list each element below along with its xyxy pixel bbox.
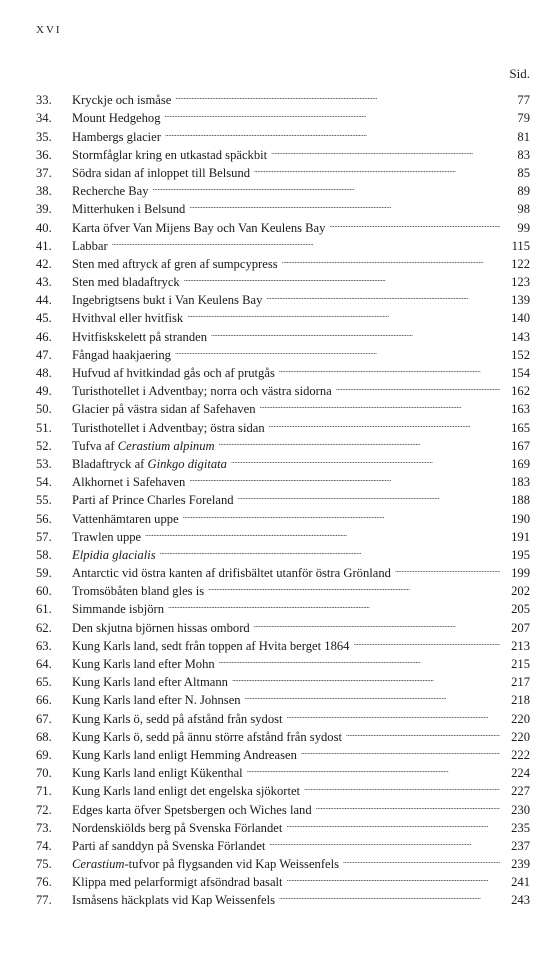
entry-title-text: Tufva af [72,438,118,453]
entry-page-number: 81 [517,129,530,144]
entry-number: 63. [36,638,52,653]
entry-page-number: 162 [511,384,530,399]
entry-title: Recherche Bay [72,184,149,199]
column-header-sid: Sid. [509,66,530,81]
entry-number: 60. [36,584,52,599]
list-item [36,86,530,108]
entry-page-number: 243 [511,893,530,908]
dot-leader [287,704,500,722]
entry-number: 50. [36,402,52,417]
entry-title: Sten med bladaftryck [72,275,180,290]
entry-title: Mitterhuken i Belsund [72,202,186,217]
entry-title: Kung Karls land efter Mohn [72,657,215,671]
dot-leader [168,595,500,613]
entry-number: 65. [36,675,52,690]
entry-page-number: 83 [517,147,530,162]
dot-leader [266,286,500,304]
entry-page-number: 79 [517,111,530,126]
entry-number: 58. [36,547,52,562]
entry-title: Sten med aftryck af gren af sumpcypress [72,256,278,271]
entry-page-number: 122 [511,256,530,271]
entry-number: 42. [36,256,52,271]
entry-page-number: 188 [511,493,530,508]
entry-title: Ingebrigtsens bukt i Van Keulens Bay [72,293,263,308]
dot-leader [187,304,500,322]
entry-number: 61. [36,602,52,617]
entry-title: Kung Karls land enligt Kükenthal [72,766,243,781]
entry-page-number: 199 [511,566,530,581]
entry-title: Labbar [72,238,108,253]
entry-page-number: 218 [511,693,530,708]
entry-page-number: 183 [511,475,530,490]
dot-leader [336,377,500,395]
entry-number: 67. [36,711,52,726]
dot-leader [271,141,500,159]
entry-page-number: 152 [511,347,530,362]
entry-title: Karta öfver Van Mijens Bay och Van Keulens Bay [72,220,326,235]
entry-page-number: 241 [511,875,530,890]
entry-title: Kung Karls ö, sedd på ännu större afstånd från sydost [72,729,343,744]
entry-page-number: 222 [511,747,530,762]
entry-number: 36. [36,147,52,162]
dot-leader [304,777,500,795]
entry-page-number: 215 [511,657,530,671]
entry-title: Hvithval eller hvitfisk [72,311,184,326]
entry-page-number: 115 [511,238,530,253]
dot-leader [189,468,500,486]
entry-number: 72. [36,802,52,817]
entry-page-number: 207 [511,620,530,635]
dot-leader [279,359,500,377]
table-of-figures [36,86,530,908]
entry-title-text: -tufvor på flygsanden vid Kap Weissenfels [124,857,340,872]
dot-leader [219,650,500,668]
dot-leader [245,686,500,704]
dot-leader [175,341,500,359]
entry-number: 74. [36,838,52,853]
dot-leader [208,577,500,595]
entry-page-number: 237 [511,838,530,853]
entry-title: Parti af Prince Charles Foreland [72,493,234,508]
entry-title: Södra sidan af inloppet till Belsund [72,165,251,180]
entry-title: Vattenhämtaren uppe [72,511,179,526]
dot-leader [301,741,500,759]
entry-title: Klippa med pelarformigt afsöndrad basalt [72,875,283,890]
entry-number: 77. [36,893,52,908]
entry-number: 68. [36,729,52,744]
entry-title: Fångad haakjaering [72,347,171,362]
entry-title-italic: Elpidia glacialis [72,547,156,562]
entry-number: 55. [36,493,52,508]
entry-title: Parti af sanddyn på Svenska Förlandet [72,838,266,853]
entry-number: 41. [36,238,52,253]
entry-number: 64. [36,657,52,671]
entry-page-number: 169 [511,456,530,471]
entry-page-number: 163 [511,402,530,417]
entry-number: 57. [36,529,52,544]
dot-leader [189,195,500,213]
entry-title: Hufvud af hvitkindad gås och af prutgås [72,366,275,380]
entry-title: Kung Karls land efter Altmann [72,675,228,690]
dot-leader [279,886,500,904]
entry-number: 49. [36,384,52,399]
entry-title-text: Bladaftryck af [72,456,148,471]
dot-leader [269,413,500,431]
entry-title: Stormfåglar kring en utkastad späckbit [72,147,268,162]
entry-title: Den skjutna björnen hissas ombord [72,620,250,635]
dot-leader [165,122,500,140]
entry-title: Kung Karls ö, sedd på afstånd från sydost [72,711,283,726]
entry-title: Kung Karls land enligt Hemming Andreasen [72,747,297,762]
entry-number: 69. [36,747,52,762]
entry-page-number: 217 [511,675,530,690]
entry-title: Mount Hedgehog [72,111,161,126]
entry-title: Kung Karls land efter N. Johnsen [72,693,241,708]
entry-page-number: 139 [511,293,530,308]
dot-leader [346,723,500,741]
entry-title [72,546,160,564]
dot-leader [254,159,500,177]
entry-page-number: 230 [511,802,530,817]
entry-page-number: 167 [511,438,530,453]
dot-leader [184,268,500,286]
dot-leader [287,868,500,886]
entry-number: 75. [36,857,52,872]
entry-page-number: 195 [511,547,530,562]
dot-leader [165,104,501,122]
entry-number: 45. [36,311,52,326]
entry-number: 46. [36,329,52,344]
entry-title: Glacier på västra sidan af Safehaven [72,402,256,417]
dot-leader [183,504,500,522]
entry-number: 62. [36,620,52,635]
dot-leader [343,850,500,868]
entry-title: Nordenskiölds berg på Svenska Förlandet [72,820,283,835]
entry-page-number: 154 [511,366,530,380]
dot-leader [269,832,500,850]
entry-page-number: 165 [511,420,530,435]
dot-leader [329,213,500,231]
entry-page-number: 98 [517,202,530,217]
entry-title: Kung Karls land, sedt från toppen af Hvita berget 1864 [72,638,350,653]
entry-title: Hvitfiskskelett på stranden [72,329,208,344]
entry-title: Alkhornet i Safehaven [72,475,186,490]
entry-title: Edges karta öfver Spetsbergen och Wiches land [72,802,312,817]
entry-number: 56. [36,511,52,526]
dot-leader [211,322,500,340]
entry-title: Simmande isbjörn [72,602,164,617]
entry-title: Turisthotellet i Adventbay; norra och västra sidorna [72,384,332,399]
entry-number: 66. [36,693,52,708]
dot-leader [145,523,500,541]
dot-leader [232,668,500,686]
dot-leader [286,814,500,832]
entry-number: 40. [36,220,52,235]
entry-title: Antarctic vid östra kanten af drifisbältet utanför östra Grönland [72,566,391,581]
entry-number: 53. [36,456,52,471]
page-number: XVI [36,24,62,36]
dot-leader [254,613,500,631]
entry-page-number: 190 [511,511,530,526]
entry-number: 44. [36,293,52,308]
dot-leader [316,795,500,813]
entry-page-number: 213 [511,638,530,653]
entry-number: 34. [36,111,52,126]
entry-title: Ismåsens häckplats vid Kap Weissenfels [72,893,276,908]
entry-number: 52. [36,438,52,453]
entry-page-number: 224 [511,766,530,781]
entry-title: Kryckje och ismåse [72,93,172,108]
entry-page-number: 99 [517,220,530,235]
entry-number: 43. [36,275,52,290]
entry-page-number: 140 [511,311,530,326]
entry-title-italic: Cerastium alpinum [117,438,215,453]
dot-leader [153,177,500,195]
entry-number: 54. [36,475,52,490]
entry-page-number: 191 [511,529,530,544]
entry-title: Hambergs glacier [72,129,161,144]
entry-page-number: 227 [511,784,530,799]
entry-title: Tromsöbåten bland gles is [72,584,205,599]
entry-page-number: 89 [517,184,530,199]
entry-title: Turisthotellet i Adventbay; östra sidan [72,420,265,435]
dot-leader [282,250,500,268]
entry-page-number: 220 [511,711,530,726]
entry-page-number: 77 [517,93,530,108]
dot-leader [160,541,500,559]
dot-leader [395,559,500,577]
entry-title-italic: Cerastium [72,857,125,872]
entry-page-number: 235 [511,820,530,835]
dot-leader [112,232,500,250]
entry-number: 51. [36,420,52,435]
entry-page-number: 123 [511,275,530,290]
entry-number: 37. [36,165,52,180]
entry-page-number: 143 [511,329,530,344]
entry-number: 39. [36,202,52,217]
dot-leader [219,432,500,450]
entry-title-italic: Ginkgo digitata [147,456,227,471]
entry-number: 33. [36,93,52,108]
entry-number: 76. [36,875,52,890]
entry-number: 38. [36,184,52,199]
dot-leader [247,759,500,777]
entry-page-number: 202 [511,584,530,599]
dot-leader [238,486,500,504]
dot-leader [353,632,500,650]
entry-number: 48. [36,366,52,380]
entry-page-number: 205 [511,602,530,617]
entry-page-number: 85 [517,165,530,180]
dot-leader [260,395,500,413]
entry-number: 73. [36,820,52,835]
entry-title: Trawlen uppe [72,529,142,544]
entry-number: 47. [36,347,52,362]
entry-number: 59. [36,566,52,581]
entry-number: 70. [36,766,52,781]
entry-number: 35. [36,129,52,144]
dot-leader [231,450,500,468]
entry-title: Kung Karls land enligt det engelska sjökortet [72,784,301,799]
entry-page-number: 239 [511,857,530,872]
dot-leader [175,86,500,104]
entry-title [72,437,219,455]
entry-page-number: 220 [511,729,530,744]
entry-number: 71. [36,784,52,799]
